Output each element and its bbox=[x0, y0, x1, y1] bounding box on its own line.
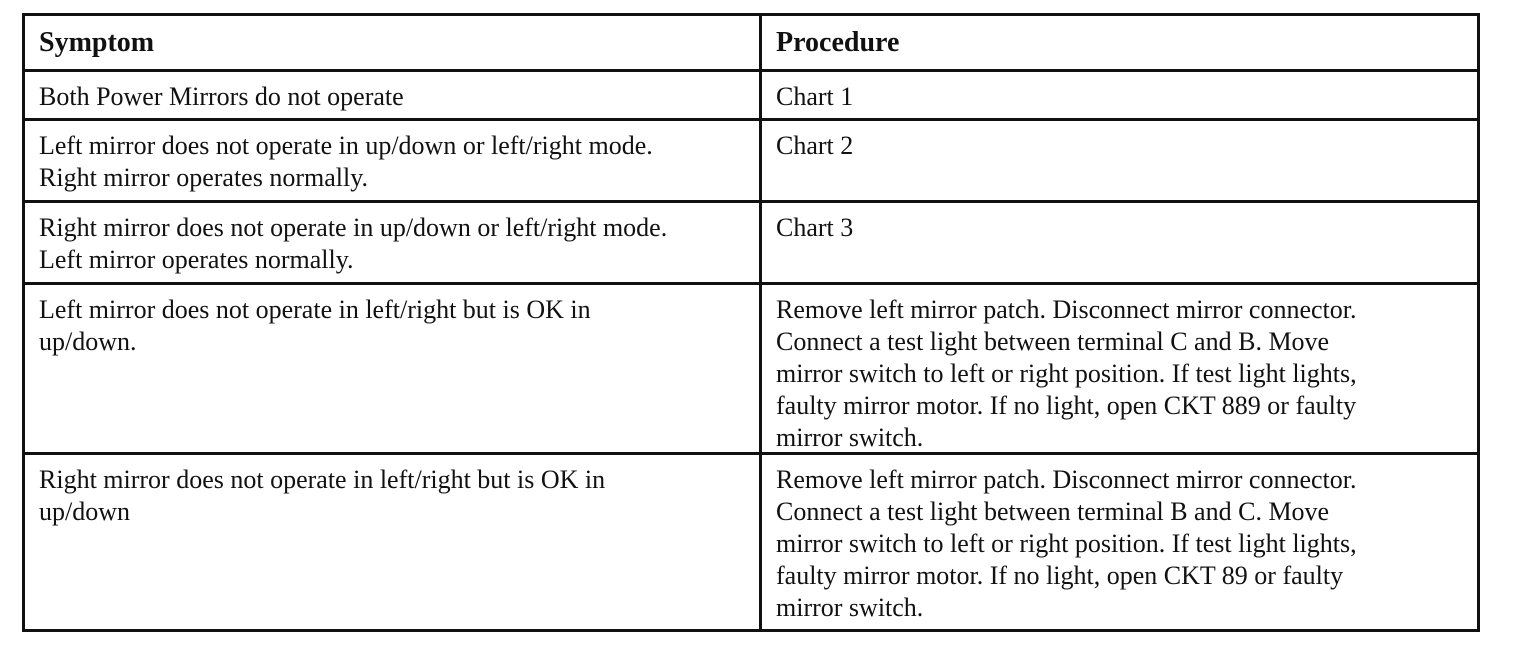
table-row bbox=[25, 203, 1477, 285]
procedure-cell: Chart 2 bbox=[776, 131, 854, 160]
procedure-cell: Remove left mirror patch. Disconnect mirror connector. Connect a test light between terminal B and C. Move mirror switch to left or right position. If test light lights, faulty mirror motor. If no light, open CKT 89 or faulty mirror switch. bbox=[776, 465, 1357, 622]
symptom-cell: Both Power Mirrors do not operate bbox=[25, 72, 762, 118]
table-row bbox=[25, 121, 1477, 203]
procedure-column-header: Procedure bbox=[776, 27, 900, 58]
table-header-row bbox=[25, 16, 1477, 72]
table-row bbox=[25, 285, 1477, 455]
symptom-cell: Right mirror does not operate in up/down or left/right mode. Left mirror operates normally. bbox=[25, 203, 762, 282]
symptom-cell: Right mirror does not operate in left/right but is OK in up/down bbox=[25, 455, 762, 629]
table-row bbox=[25, 72, 1477, 121]
symptom-cell: Left mirror does not operate in up/down or left/right mode. Right mirror operates normally. bbox=[25, 121, 762, 200]
symptom-cell: Left mirror does not operate in left/right but is OK in up/down. bbox=[25, 285, 762, 452]
table-row bbox=[25, 455, 1477, 629]
symptom-column-header: Symptom bbox=[25, 16, 762, 69]
symptom-procedure-table bbox=[22, 13, 1480, 632]
procedure-cell: Chart 3 bbox=[776, 213, 854, 242]
procedure-cell: Remove left mirror patch. Disconnect mirror connector. Connect a test light between terminal C and B. Move mirror switch to left or right position. If test light lights, faulty mirror motor. If no light, open CKT 889 or faulty mirror switch. bbox=[776, 295, 1357, 452]
procedure-cell: Chart 1 bbox=[776, 82, 854, 111]
